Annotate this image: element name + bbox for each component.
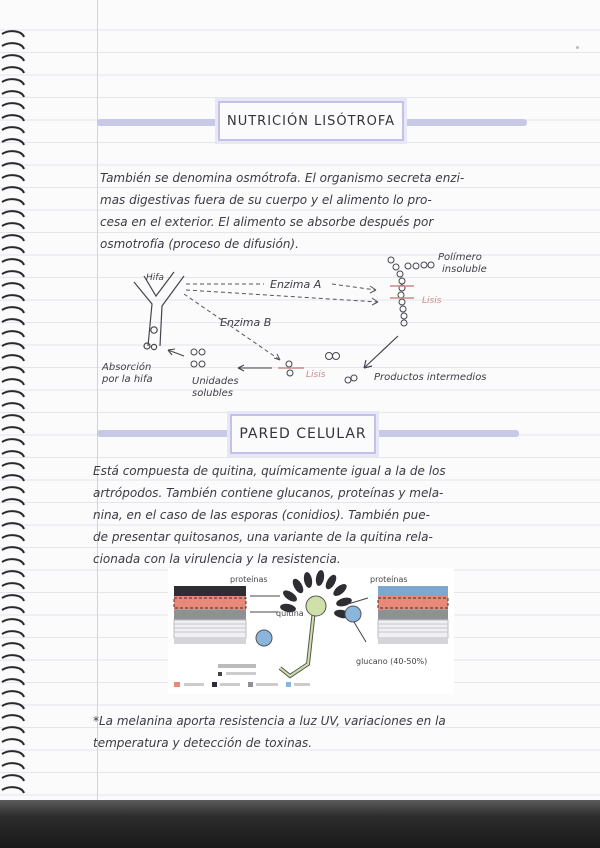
label-polimero-2: insoluble	[442, 264, 487, 275]
enzyme-arrows	[184, 284, 378, 360]
label-enzima-a: Enzima A	[270, 278, 322, 291]
spiral-ring	[2, 331, 24, 337]
section-title-pared	[230, 414, 376, 454]
spiral-ring	[2, 199, 24, 205]
paragraph-line: de presentar quitosanos, una variante de la quitina rela-	[93, 530, 433, 544]
spiral-ring	[2, 499, 24, 505]
note-melanina	[93, 710, 517, 754]
spiral-ring	[2, 439, 24, 445]
note-line: temperatura y detección de toxinas.	[93, 736, 313, 750]
spiral-ring	[2, 175, 24, 181]
spiral-ring	[2, 571, 24, 577]
paragraph-line: nina, en el caso de las esporas (conidios). También pue-	[93, 508, 430, 522]
label-unidades-1: Unidades	[192, 376, 239, 387]
spiral-binding	[0, 30, 26, 800]
label-proteinas-right: proteínas	[370, 575, 408, 584]
label-quitina: quitina	[276, 609, 304, 618]
right-wall-layers	[378, 586, 448, 644]
left-wall-layers	[174, 586, 246, 644]
label-productos: Productos intermedios	[374, 372, 487, 383]
paragraph-line: cesa en el exterior. El alimento se absorbe después por	[100, 215, 434, 229]
soluble-units	[191, 349, 205, 367]
spiral-ring	[2, 703, 24, 709]
spiral-ring	[2, 223, 24, 229]
spiral-ring	[2, 691, 24, 697]
label-hifa: Hifa	[146, 273, 164, 283]
spiral-ring	[2, 763, 24, 769]
paragraph-line: También se denomina osmótrofa. El organismo secreta enzi-	[100, 171, 465, 185]
paragraph-line: artrópodos. También contiene glucanos, proteínas y mela-	[93, 486, 444, 500]
arrow-to-products	[364, 336, 398, 368]
label-glucano: glucano (40-50%)	[356, 657, 428, 666]
spiral-ring	[2, 655, 24, 661]
spiral-ring	[2, 487, 24, 493]
spiral-ring	[2, 55, 24, 61]
spiral-ring	[2, 511, 24, 517]
spiral-ring	[2, 247, 24, 253]
spiral-ring	[2, 451, 24, 457]
section-title-nutricion-text: NUTRICIÓN LISÓTROFA	[227, 113, 395, 129]
paragraph-line: mas digestivas fuera de su cuerpo y el alimento lo pro-	[100, 193, 432, 207]
paragraph-pared	[93, 460, 511, 570]
spiral-ring	[2, 283, 24, 289]
spiral-ring	[2, 619, 24, 625]
spiral-ring	[2, 91, 24, 97]
spiral-ring	[2, 739, 24, 745]
spiral-ring	[2, 463, 24, 469]
label-unidades-2: solubles	[192, 388, 233, 399]
conidiophore-drawing	[250, 569, 368, 676]
spiral-ring	[2, 295, 24, 301]
spiral-ring	[2, 607, 24, 613]
label-proteinas-left: proteínas	[230, 575, 268, 584]
spiral-ring	[2, 427, 24, 433]
section-title-nutricion	[218, 101, 404, 141]
polymer-chain	[388, 257, 434, 326]
spiral-ring	[2, 103, 24, 109]
paragraph-line: cionada con la virulencia y la resistencia.	[93, 552, 341, 566]
spiral-ring	[2, 715, 24, 721]
spiral-ring	[2, 355, 24, 361]
spiral-ring	[2, 547, 24, 553]
spiral-ring	[2, 307, 24, 313]
spiral-ring	[2, 211, 24, 217]
arrow-head	[274, 354, 280, 360]
label-polimero-1: Polímero	[438, 252, 482, 263]
spiral-ring	[2, 235, 24, 241]
spiral-ring	[2, 415, 24, 421]
spiral-ring	[2, 751, 24, 757]
spiral-ring	[2, 631, 24, 637]
spiral-ring	[2, 403, 24, 409]
spiral-ring	[2, 379, 24, 385]
spiral-ring	[2, 127, 24, 133]
note-line: *La melanina aporta resistencia a luz UV, variaciones en la	[93, 714, 446, 728]
spiral-ring	[2, 787, 24, 793]
spiral-ring	[2, 727, 24, 733]
spiral-ring	[2, 79, 24, 85]
spiral-ring	[2, 31, 24, 37]
cell-wall-figure	[168, 568, 454, 694]
spiral-ring	[2, 115, 24, 121]
spiral-ring	[2, 319, 24, 325]
spiral-ring	[2, 139, 24, 145]
spiral-ring	[2, 643, 24, 649]
paragraph-nutricion	[100, 167, 514, 255]
spiral-ring	[2, 667, 24, 673]
label-enzima-b: Enzima B	[220, 316, 272, 329]
spiral-ring	[2, 163, 24, 169]
spiral-ring	[2, 535, 24, 541]
label-absorcion-2: por la hifa	[102, 374, 153, 385]
spiral-ring	[2, 559, 24, 565]
scan-shadow-bottom	[0, 800, 600, 848]
label-lisis-top: Lisis	[422, 296, 442, 306]
spiral-ring	[2, 259, 24, 265]
spiral-ring	[2, 583, 24, 589]
label-lisis-bottom: Lisis	[306, 370, 326, 380]
paragraph-line: osmotrofía (proceso de difusión).	[100, 237, 299, 251]
arrow-head	[370, 286, 376, 293]
label-absorcion-1: Absorción	[102, 362, 152, 373]
spiral-ring	[2, 595, 24, 601]
spiral-ring	[2, 367, 24, 373]
section-title-pared-text: PARED CELULAR	[239, 426, 367, 442]
paragraph-line: Está compuesta de quitina, químicamente igual a la de los	[93, 464, 446, 478]
spiral-ring	[2, 391, 24, 397]
osmotrofia-diagram	[96, 246, 526, 406]
spiral-ring	[2, 775, 24, 781]
spiral-ring	[2, 67, 24, 73]
spiral-ring	[2, 187, 24, 193]
spiral-ring	[2, 271, 24, 277]
spiral-ring	[2, 475, 24, 481]
spiral-ring	[2, 151, 24, 157]
spiral-ring	[2, 343, 24, 349]
hypha-drawing	[134, 272, 184, 350]
spiral-ring	[2, 679, 24, 685]
spiral-ring	[2, 43, 24, 49]
page-speck	[576, 46, 579, 49]
spiral-ring	[2, 523, 24, 529]
